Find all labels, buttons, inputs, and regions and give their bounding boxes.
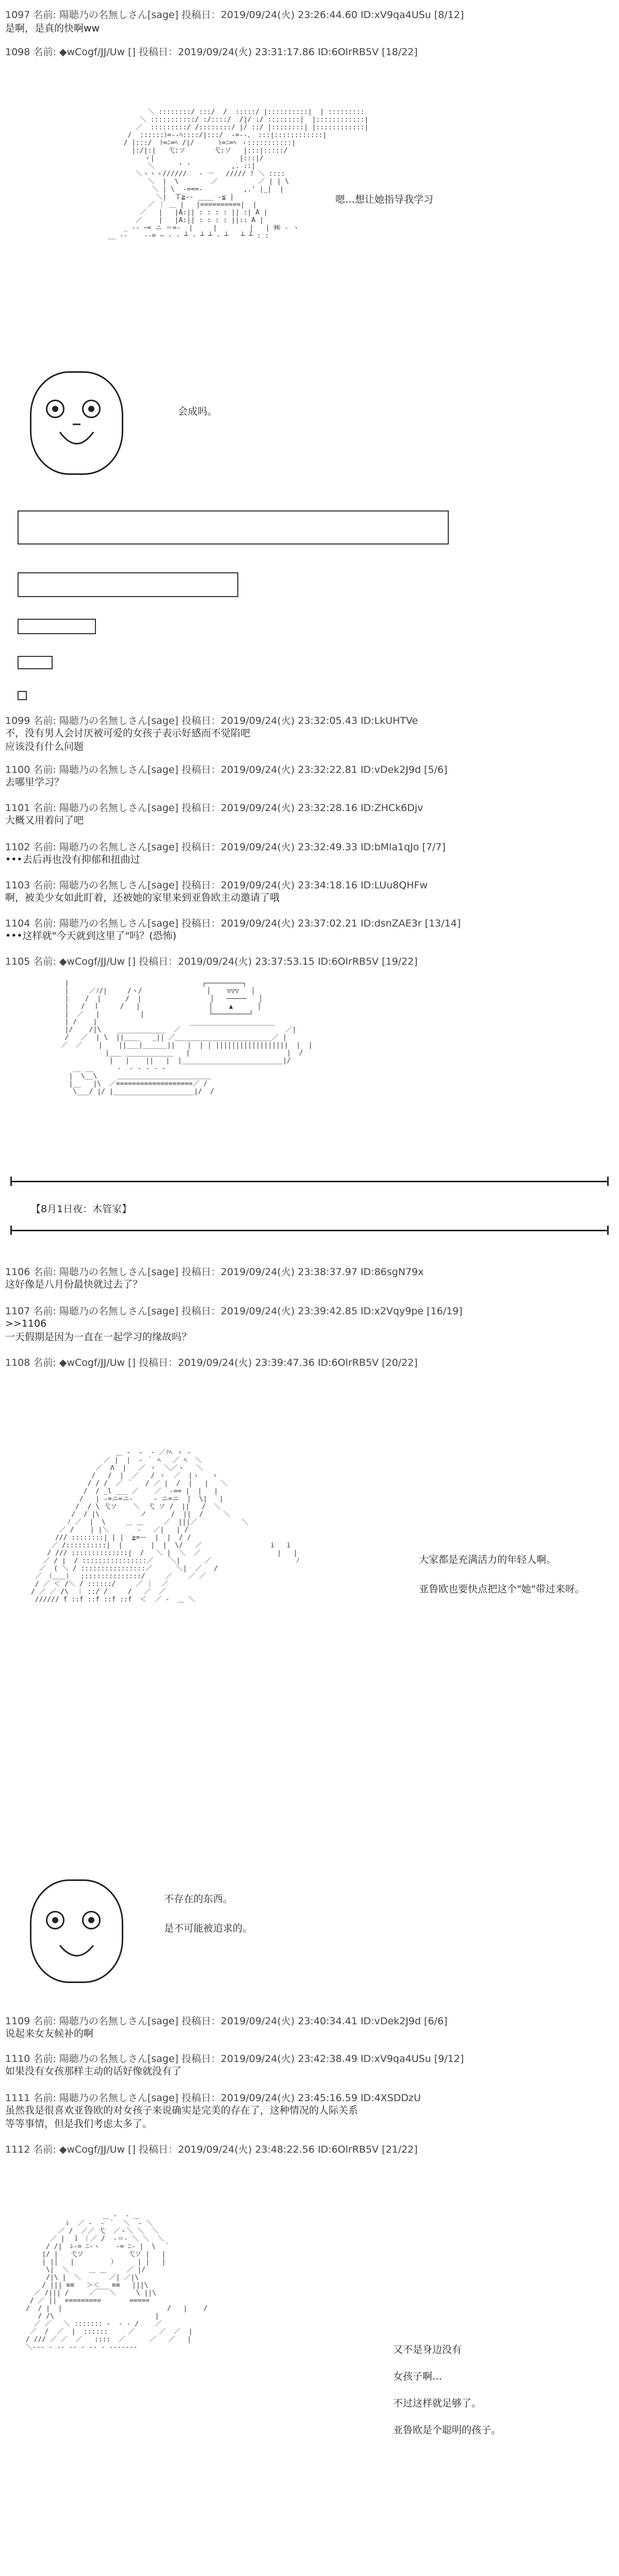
post-body: 啊，被美少女如此盯着，还被她的家里来到亚鲁欧主动邀请了哦 bbox=[5, 892, 280, 903]
ascii-art-character: ＿ ‐ ‐ ‐ ／ﾉﾍ ヽ ‐ ／ | | ‐ ｀ ﾍ ／ ﾍ ＼ ／ Λ | ／ ヽ ＼／ヽ ＼ / / | ／ / ヽ ／ |ヽ ヽ / / / ／ ｀ / ／ | / | | ＼ / / _l ___ ／ ／ ‐== | | | / | ‐=ニ=ニ‐ ‐ ニ=ニ | \| | / / \ 弋ソ ＼ 弋 ソ / || / ＼ / / |\ ノ / || / ＼ ﾉ ／ | \ ＿ ＿ ／ |||／ ＼ ／ / | |＼ ‐ ／| | / /// ::::::::| | | ≧=ー | | / / ／ /::::::::::| | | | \/ ／ i i / /// ::::::::::::::| / ＼ | ＼ ／ | | ／ / | / ::::::::::::::::／ ＼| ／ ﾉ ／ ( ＼ / ::::::::::::::::／ ＼| ／ / ／ （＿＿） :::::::::::::::/ ／ ／ ／ / ／ ＜ /＼ / ::::::/ ／ ｜ ／ / ／ ／ /\ ｜ ::/ / / ／ ／ ////// f ::f ::f ::f ::f ＜ ／ ‐ ＿ ＼ bbox=[31, 1449, 300, 1604]
post-body: •••这样就"今天就到这里了"吗？(恐怖) bbox=[5, 930, 176, 942]
blank-panel bbox=[18, 572, 238, 597]
post-body: 如果没有女孩那样主动的话好像就没有了 bbox=[5, 2066, 182, 2077]
post-body: 是啊，是真的快啊ww bbox=[5, 23, 100, 34]
mouth-icon bbox=[31, 1881, 122, 1981]
post-body: 虽然我是很喜欢亚鲁欧的对女孩子来说确实是完美的存在了，这种情况的人际关系 等等事情，但是我们考虑太多了。 bbox=[5, 2105, 359, 2129]
dialog-text: 亚鲁欧也要快点把这个"她"带过来呀。 bbox=[419, 1583, 585, 1595]
post-header: 1104 名前: 陽聴乃の名無しさん[sage] 投稿日：2019/09/24(火) 23:37:02.21 ID:dsnZAE3r [13/14] bbox=[5, 918, 461, 929]
blank-panel bbox=[18, 656, 53, 669]
face-icon bbox=[30, 371, 123, 475]
ascii-art-character: ＿ ‐ ‐ ＿ ﾚ ／ ‐ ‐ ｀ ＼ ‐ ＼ ／ / ／／ 弋 ／ヽ＼ ＼ ＼ ／ | ｌ ｜／ / ‐＝‐ ＼ ＼ ＼ / /| ﾚ‐= ﾆ‐ヽ ‐= ﾆ‐ | \ ｀ |/ | 弋ソ 弋ソ | | | || | ） | | | \| ＼ ＿ ＿ ／ |/ /|\ | ＼ ／| ／|\ / ||| ≡≡ ＞＜ ≡≡ |||\ ／ /||| / ／￣￣＼ \ ||\ / ／ || ========= ===== / / | | / | / / /\ | ／ ／ ＼ ::::::: ‐ ‐ ‐ / ／ ／ / ／ | :::::: ／ ／ ／ | / /// ／ ／ ／ :::: ／ ／ ／ | ＼‐‐‐ - ‐‐ ‐‐ ‐ ‐‐ ‐ ‐‐‐‐‐‐‐ bbox=[26, 2212, 208, 2351]
section-divider bbox=[10, 1230, 609, 1231]
post-header: 1098 名前: ◆wCogf/JJ/Uw [] 投稿日：2019/09/24(火) 23:31:17.86 ID:6OlrRB5V [18/22] bbox=[5, 46, 418, 58]
post-body: 大概又用着问了吧 bbox=[5, 815, 84, 826]
dialog-text: 会成吗。 bbox=[178, 406, 218, 417]
dialog-text: 嗯…想让她指导我学习 bbox=[335, 194, 434, 205]
dialog-text: 是不可能被追求的。 bbox=[164, 1923, 253, 1934]
divider-tick bbox=[10, 1177, 12, 1186]
dialog-text: 女孩子啊… bbox=[393, 2371, 443, 2382]
post-header: 1102 名前: 陽聴乃の名無しさん[sage] 投稿日：2019/09/24(火) 23:32:49.33 ID:bMla1qJo [7/7] bbox=[5, 841, 446, 853]
face-icon bbox=[30, 1879, 123, 1983]
post-header: 1107 名前: 陽聴乃の名無しさん[sage] 投稿日：2019/09/24(火) 23:39:42.85 ID:x2Vqy9pe [16/19] bbox=[5, 1306, 463, 1317]
divider-tick bbox=[607, 1226, 609, 1235]
blank-panel bbox=[18, 619, 96, 634]
post-header: 1101 名前: 陽聴乃の名無しさん[sage] 投稿日：2019/09/24(火) 23:32:28.16 ID:ZHCk6Djv bbox=[5, 802, 423, 814]
section-divider bbox=[10, 1181, 609, 1182]
ascii-art-room: | ┌─────────┐ | ／ﾉ/| /ヽ/ │ ▽▽▽ │ | / | / | │ ───── │ | / ｌ / | │ ▲ │ | ／ | | └─────────┘ | / | _____________________ |/ /|\ ____________ ／ ／| / ／ | \ ||____ _|| ／________________________／ | ／ ／ | ||___|______|| | | | |||||||||||||||||| | | |___ ____________ | | / | | || | |_________________________|/ __ __ ‐ ‐ ‐ ‐ ‐ ‐ | \__\ ＿＿＿＿＿＿＿＿＿＿＿＿＿＿ |__ |\ ／===================／ / \___/ |/ |____________________|/ / bbox=[60, 980, 313, 1096]
post-body: 说起来女友候补的啊 bbox=[5, 2028, 94, 2039]
post-header: 1103 名前: 陽聴乃の名無しさん[sage] 投稿日：2019/09/24(火) 23:34:18.16 ID:LUu8QHFw bbox=[5, 880, 428, 891]
blank-panel bbox=[18, 691, 27, 700]
post-header: 1112 名前: ◆wCogf/JJ/Uw [] 投稿日：2019/09/24(火) 23:48:22.56 ID:6OlrRB5V [21/22] bbox=[5, 2144, 418, 2155]
divider-tick bbox=[607, 1177, 609, 1186]
post-body: 这好像是八月份最快就过去了？ bbox=[5, 1279, 143, 1290]
post-body: 去哪里学习？ bbox=[5, 777, 64, 788]
mouth-icon bbox=[31, 373, 122, 473]
post-body: >>1106 一天假期是因为一直在一起学习的缘故吗？ bbox=[5, 1318, 192, 1343]
ascii-art-character: ＼ ::::::::/ :::/ / :::::/ |::::::::::| | ::::::::: ＼ :::::::::::/ :/::::/ /|/ :/ ::::::::| |::::::::::::| ／ :::::::::/ /::::::::/ |/ ::/ |::::::::| |::::::::::::| / ::::::ﾄ=‐-ﾍ::::/|:::/ ‐=‐-、 :::|::::::::::::| / |:::/ ﾄ=ﾆ=ﾍ /|/ ﾄ=ﾆ=ﾍ ヽ:::::::::::| |:/|:| 弋:ソ 弋:ソ |:::|:::::/ ヽ| |:::|/ ＼ ' ' ,. ::| ＼ヽヽヽ////// ‐ 一 ///// ! ＼ :::: ＼ | \ ／ ／ | | \ ＼ | \ ‐===‐ ,.' |_| | ＼| Ｔ≧‐- ____ ‐≦ | ／ ｜ ＿ | |==========| | ／ | |A:|| : : : : || :| A | ／ | |A:|| : : : : ||:: A | _ -‐ ｰ= ニ ＝=‐ | | | | ㈱ ‐ ヽ __ -‐ --= ― ‐ ‐ ┴ ‐ ┴ ┴ ‐ ┴ ┴ ┴ : : bbox=[107, 108, 369, 240]
post-header: 1108 名前: ◆wCogf/JJ/Uw [] 投稿日：2019/09/24(火) 23:39:47.36 ID:6OlrRB5V [20/22] bbox=[5, 1357, 418, 1368]
post-body: 不，没有男人会讨厌被可爱的女孩子表示好感而不觉陷吧 应该没有什么问题 bbox=[5, 728, 251, 752]
chapter-title: 【8月1日夜：木管家】 bbox=[31, 1203, 132, 1215]
post-header: 1097 名前: 陽聴乃の名無しさん[sage] 投稿日：2019/09/24(火) 23:26:44.60 ID:xV9qa4USu [8/12] bbox=[5, 9, 464, 21]
dialog-text: 大家都是充满活力的年轻人啊。 bbox=[419, 1554, 557, 1565]
post-header: 1106 名前: 陽聴乃の名無しさん[sage] 投稿日：2019/09/24(火) 23:38:37.97 ID:86sgN79x bbox=[5, 1266, 424, 1278]
post-header: 1109 名前: 陽聴乃の名無しさん[sage] 投稿日：2019/09/24(火) 23:40:34.41 ID:vDek2J9d [6/6] bbox=[5, 2016, 448, 2027]
post-header: 1111 名前: 陽聴乃の名無しさん[sage] 投稿日：2019/09/24(火) 23:45:16.59 ID:4XSDDzU bbox=[5, 2092, 421, 2104]
post-header: 1100 名前: 陽聴乃の名無しさん[sage] 投稿日：2019/09/24(火) 23:32:22.81 ID:vDek2J9d [5/6] bbox=[5, 764, 448, 775]
post-header: 1099 名前: 陽聴乃の名無しさん[sage] 投稿日：2019/09/24(火) 23:32:05.43 ID:LkUHTVe bbox=[5, 715, 418, 726]
dialog-text: 亚鲁欧是个聪明的孩子。 bbox=[393, 2424, 501, 2436]
dialog-text: 不存在的东西。 bbox=[164, 1893, 233, 1905]
post-body: •••去后再也没有抑郁和扭曲过 bbox=[5, 854, 140, 865]
post-header: 1110 名前: 陽聴乃の名無しさん[sage] 投稿日：2019/09/24(火) 23:42:38.49 ID:xV9qa4USu [9/12] bbox=[5, 2053, 464, 2065]
blank-panel bbox=[18, 510, 449, 544]
dialog-text: 又不是身边没有 bbox=[393, 2344, 462, 2355]
post-header: 1105 名前: ◆wCogf/JJ/Uw [] 投稿日：2019/09/24(火) 23:37:53.15 ID:6OlrRB5V [19/22] bbox=[5, 956, 418, 967]
dialog-text: 不过这样就足够了。 bbox=[393, 2398, 482, 2409]
divider-tick bbox=[10, 1226, 12, 1235]
